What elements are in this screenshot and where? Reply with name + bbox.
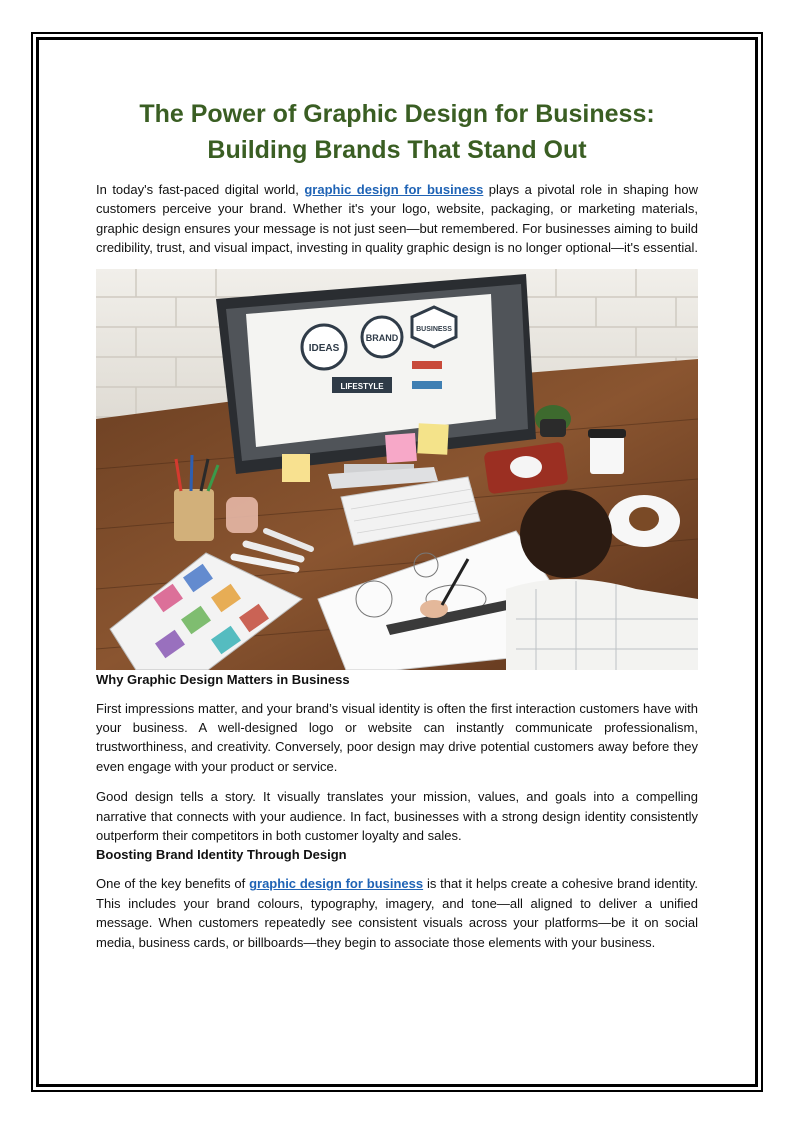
document-title: The Power of Graphic Design for Business: Building Brands That Stand Out bbox=[139, 100, 655, 164]
graphic-design-link-2[interactable]: graphic design for business bbox=[249, 876, 424, 892]
why-paragraph-2: Good design tells a story. It visually translates your mission, values, and goals into a compelling narrative that connects with your audience. In fact, businesses with a strong design identity consistently outperform their competitors in both customer loyalty and sales. bbox=[96, 789, 698, 844]
svg-text:LIFESTYLE: LIFESTYLE bbox=[340, 381, 384, 391]
document-body bbox=[96, 96, 698, 952]
intro-text-end: plays a pivotal role in shaping how customers perceive your brand. Whether it's your logo, website, packaging, or marketing materials, graphic design ensures your message is not just seen—but remembered. For businesses aiming to build credibility, trust, and visual impact, investing in quality graphic design is no longer optional—it's essential. bbox=[96, 182, 699, 256]
graphic-design-link[interactable]: graphic design for business bbox=[304, 182, 484, 197]
svg-text:IDEAS: IDEAS bbox=[308, 342, 340, 354]
section-heading-brand-identity: Boosting Brand Identity Through Design bbox=[96, 847, 347, 863]
svg-text:BRAND: BRAND bbox=[365, 332, 399, 343]
intro-paragraph bbox=[96, 180, 698, 258]
brand-identity-paragraph bbox=[96, 874, 698, 952]
section-heading-why: Why Graphic Design Matters in Business bbox=[96, 671, 350, 687]
why-paragraph-1: First impressions matter, and your brand’s visual identity is often the first interaction customers have with your business. A well-designed logo or website can instantly communicate professionalism, trustworthiness, and creativity. Conversely, poor design may drive potential customers away before they even engage with your product or service. bbox=[96, 700, 698, 774]
designer-workspace-image bbox=[96, 269, 698, 670]
intro-text-start: In today's fast-paced digital world, bbox=[96, 182, 305, 197]
svg-text:BUSINESS: BUSINESS bbox=[416, 325, 452, 333]
brand-text-start: One of the key benefits of bbox=[96, 876, 250, 892]
brand-text-end: is that it helps create a cohesive brand identity. This includes your brand colours, typography, imagery, and tone—all aligned to deliver a unified message. When customers repeatedly see consistent visuals across your platforms—be it on social media, business cards, or billboards—they begin to associate those elements with your business. bbox=[96, 876, 698, 950]
